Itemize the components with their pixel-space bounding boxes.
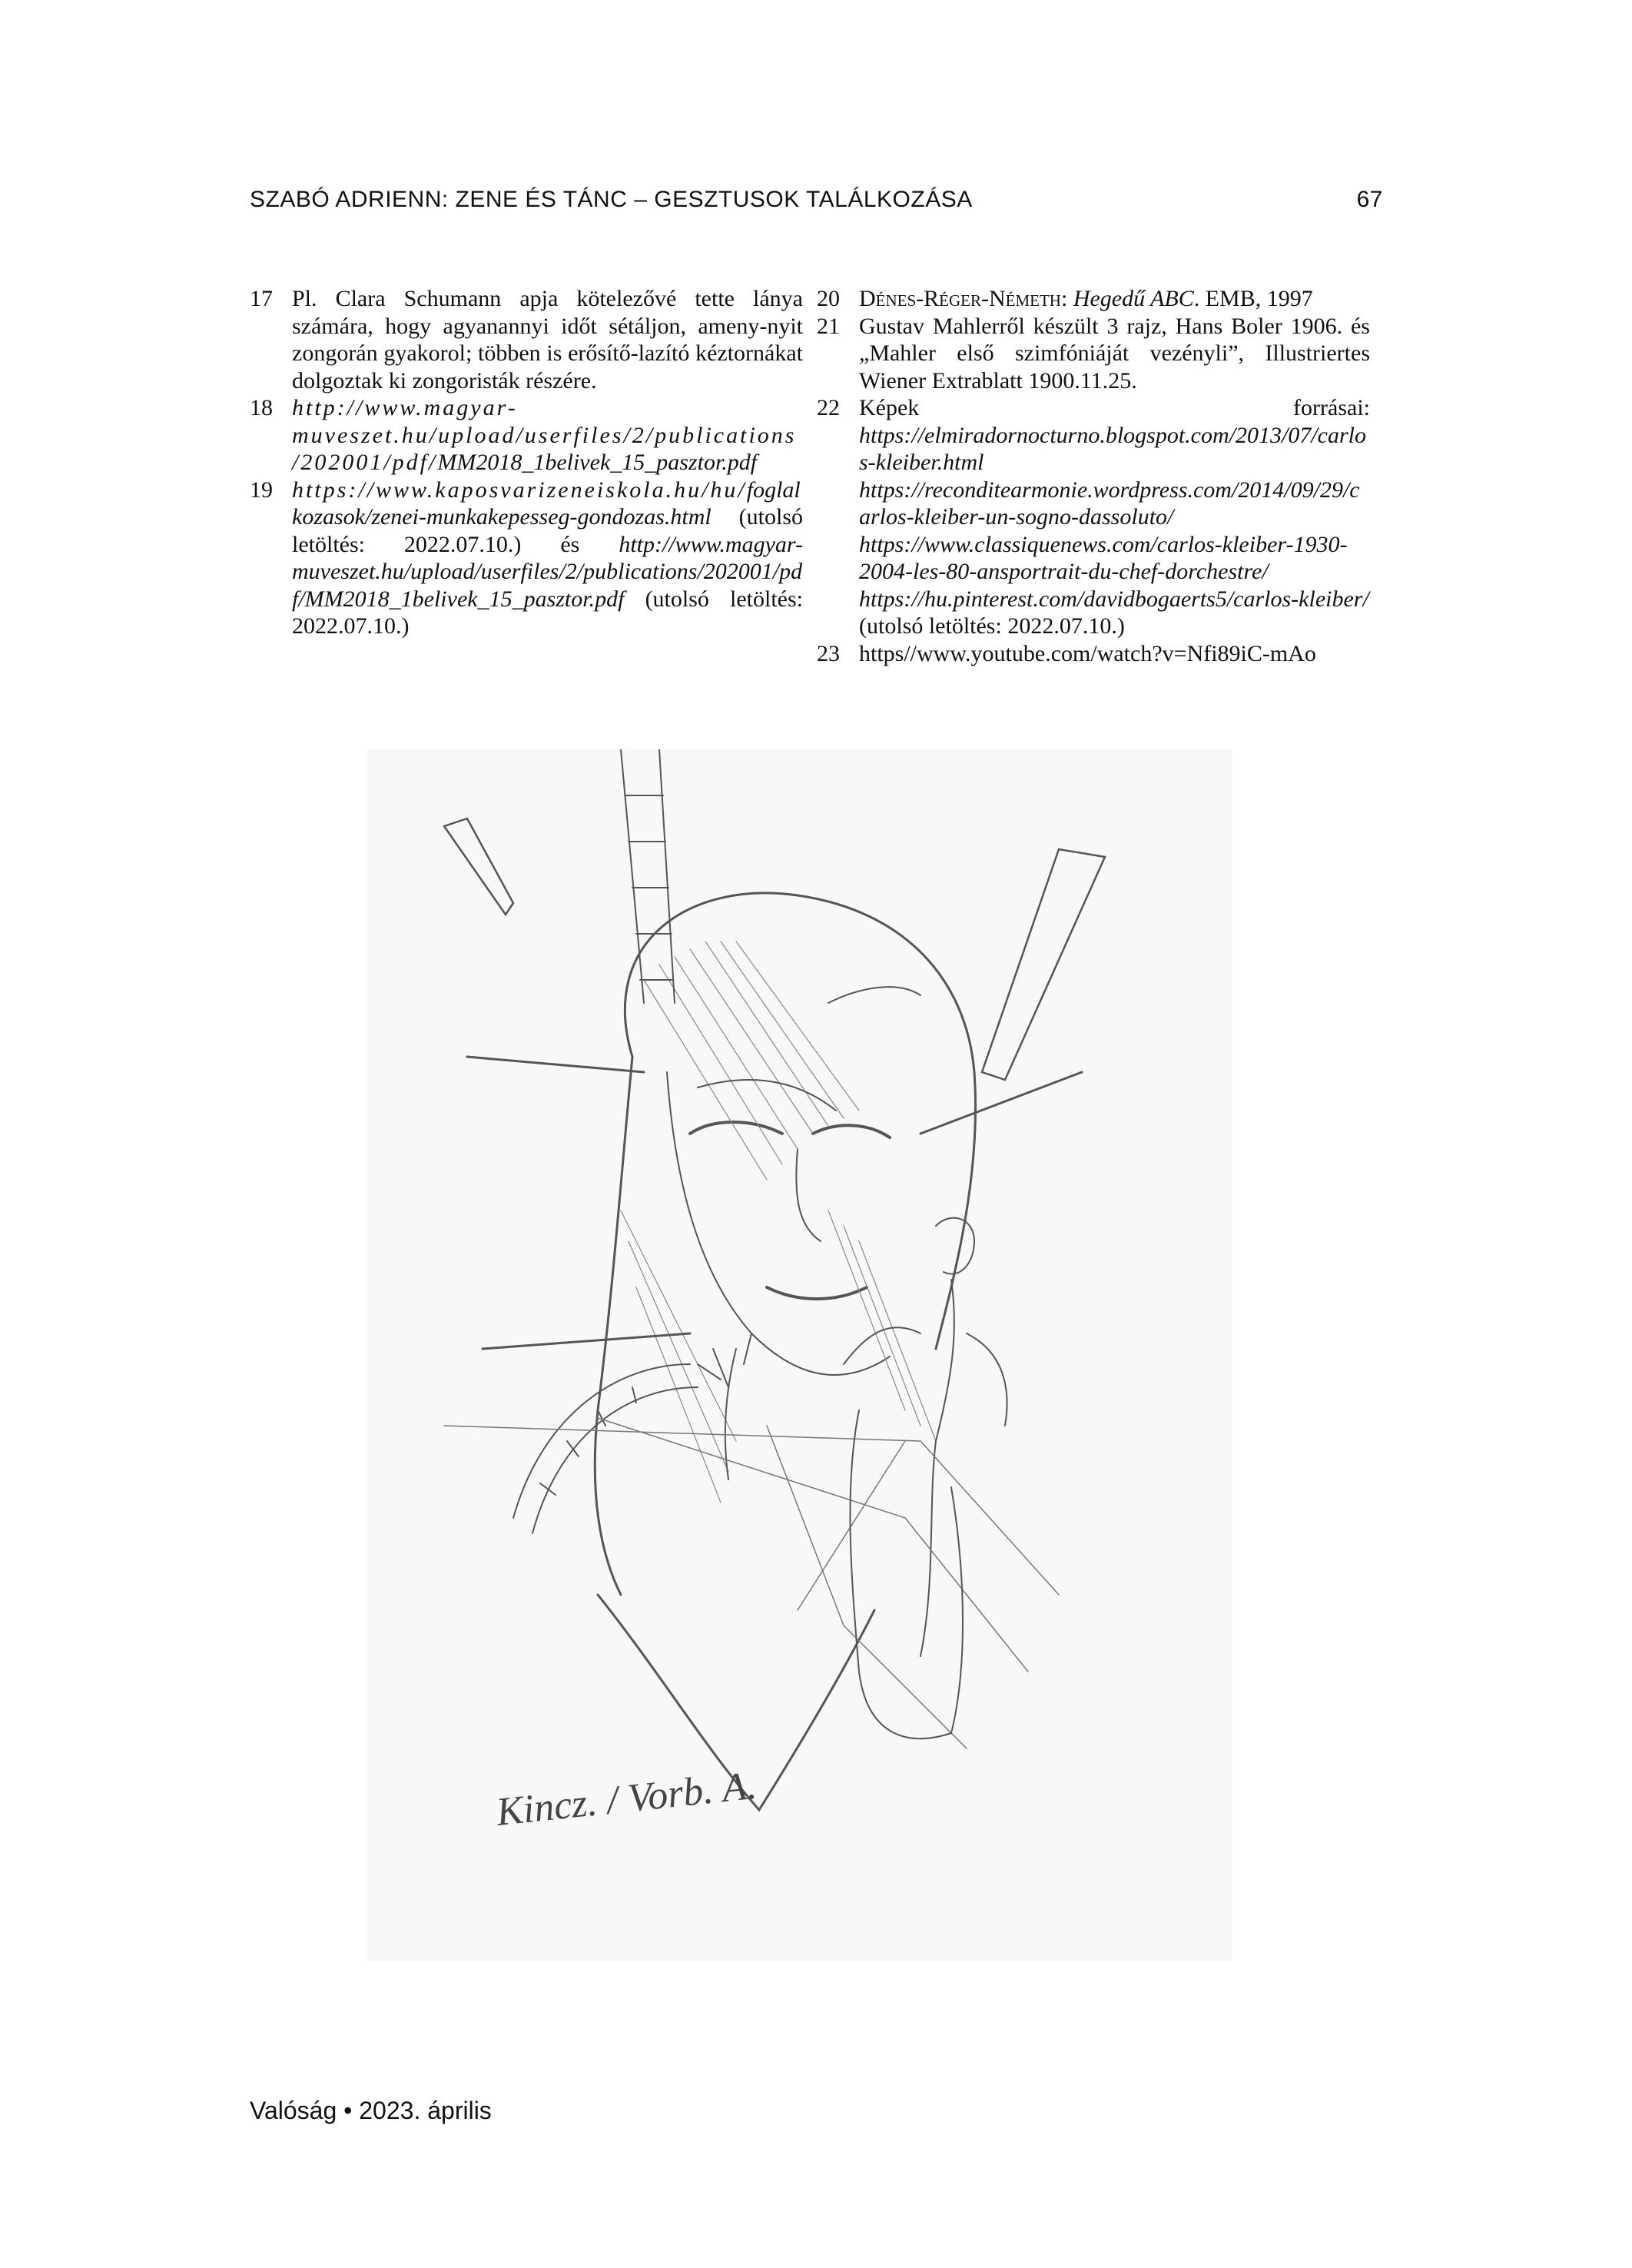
ladder-bottom [513,1364,698,1533]
footnotes-right-column [817,285,1370,667]
pin-2 [467,1057,644,1072]
eye-left [690,1122,782,1134]
footnote-number: 18 [250,395,273,420]
face-outline [667,1072,890,1375]
net-lines [444,1418,1059,1748]
footnote-17 [250,285,803,394]
pin-4 [920,1072,1082,1134]
footnote-number: 21 [817,313,840,339]
footnote-18 [250,394,803,477]
footnote-link[interactable]: MM2018_1belivek_15_pasztor.pdf [437,450,758,475]
footnote-plain: . EMB, 1997 [1193,286,1313,311]
eye-right [813,1125,890,1137]
footnote-number: 17 [250,286,273,311]
nose [796,1149,821,1241]
footnote-text [859,285,1370,313]
footnote-20 [817,285,1370,313]
footnote-plain: (utolsó letöltés: 2022.07.10.) [859,613,1125,639]
footnote-number: 23 [817,640,840,666]
hand-top [698,987,920,1111]
footnotes-left-column [250,285,803,640]
page-footer: Valóság • 2023. április [250,2097,492,2124]
footnote-text: Pl. Clara Schumann apja kötelezővé tette lánya számára, hogy agyanannyi időt sétáljon, ameny-nyit zongorán gyakorol; többen is erősítő-lazító kéztornákat dolgoztak ki zongoristák részére. [292,286,803,393]
footnote-text [859,394,1370,640]
footnote-link[interactable]: foglalkozasok/zenei-munkakepesseg-gondozas.html [292,477,801,530]
small-figure [844,1218,1007,1656]
footnote-link[interactable]: http://www.magyar-muveszet.hu/upload/userfiles/2/publications/202001/pdf/MM2018_1belivek_15_pasztor.pdf [292,531,803,612]
footnote-22 [817,394,1370,640]
drawing-svg [367,749,1232,1962]
hair-left [595,1057,632,1595]
footnote-link[interactable]: https://elmiradornocturno.blogspot.com/2013/07/carlos-kleiber.html https://reconditearmonie.wordpress.com/2014/09/29/carlos-kleiber-un-sogno-dassoluto/ https://www.classiquenews.com/carlos-kleiber-1930-2004-les-80-ansportrait-du-chef-dorchestre/ https://hu.pinterest.com/davidbogaerts5/carlos-kleiber/ [859,422,1369,612]
footnote-plain: (utolsó letöltés: 2022.07.10.) és [292,504,803,557]
pin-3 [483,1333,690,1349]
footnote-19 [250,477,803,640]
hatching [621,941,936,1503]
mouth [767,1287,867,1299]
footnote-link[interactable]: https//www.youtube.com/watch?v=Nfi89iC-mAo [859,640,1316,666]
article-title: SZABÓ ADRIENN: ZENE ÉS TÁNC – GESZTUSOK TALÁLKOZÁSA [250,187,973,212]
footnote-number: 22 [817,395,840,420]
hand-left [698,1333,751,1479]
footnote-plain: Képek forrásai: [859,395,1370,420]
footnote-text [292,394,803,477]
footnote-number: 20 [817,286,840,311]
footnote-text [292,477,803,640]
footnote-text: Gustav Mahlerről készült 3 rajz, Hans Boler 1906. és „Mahler első szimfóniáját vezényli”, Illustriertes Wiener Extrablatt 1900.11.25. [859,313,1370,393]
ladder-top [621,749,675,1003]
footnote-plain: (utolsó letöltés: 2022.07.10.) [292,586,803,639]
footnote-plain: : [1060,286,1073,311]
author-names: Dénes-Réger-Németh [859,286,1061,311]
footnote-number: 19 [250,477,273,503]
footnote-21 [817,313,1370,395]
pin-5 [982,849,1105,1080]
artist-signature: Kincz. / Vorb. A. [494,1763,759,1835]
dress [850,1410,963,1738]
footnote-23 [817,640,1370,668]
pen-drawing-artwork [367,749,1232,1962]
page-number: 67 [1356,187,1383,212]
footnote-link[interactable]: http://www.magyar-muveszet.hu/upload/userfiles/2/publications/202001/pdf/ [292,395,797,475]
pin-1 [444,819,513,915]
book-title: Hegedű ABC [1073,286,1194,311]
footnote-link[interactable]: https://www.kaposvarizeneiskola.hu/hu/ [292,477,747,503]
